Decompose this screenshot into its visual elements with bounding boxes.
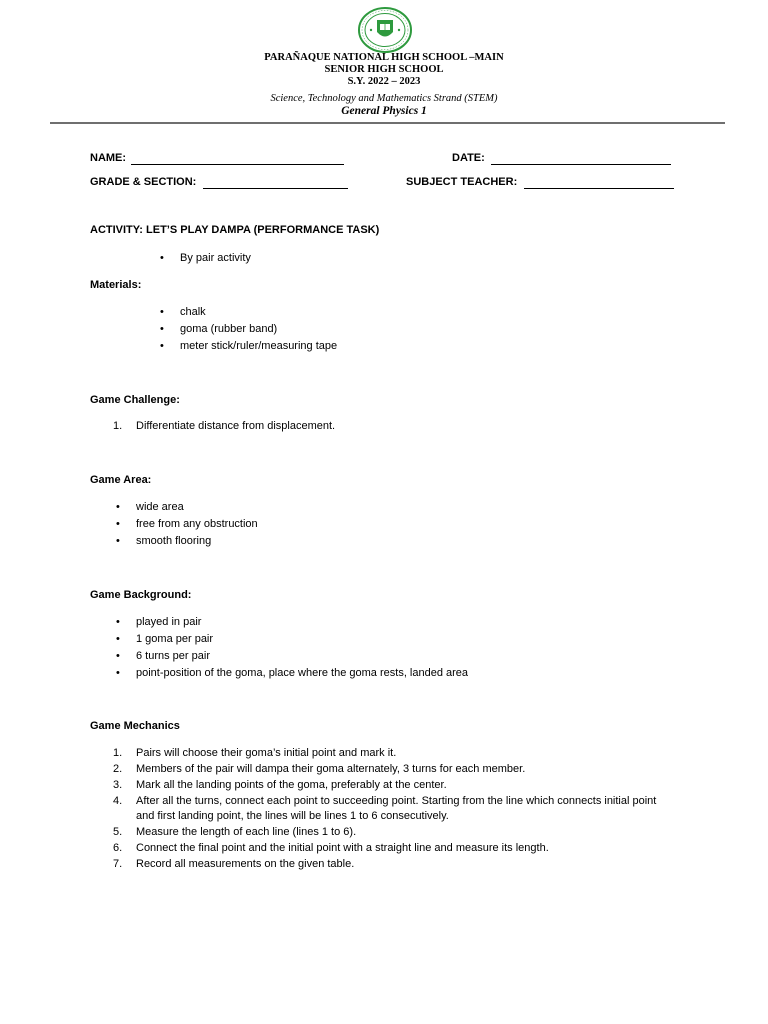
list-number: 1. <box>113 747 123 759</box>
list-number: 1. <box>113 420 123 432</box>
bullet-icon: • <box>160 323 164 335</box>
list-number: 6. <box>113 842 123 854</box>
grade-section-field[interactable] <box>203 188 348 189</box>
list-item: Mark all the landing points of the goma, preferably at the center. <box>136 779 447 791</box>
list-item: After all the turns, connect each point to succeeding point. Starting from the line which connects initial point <box>136 795 657 807</box>
bullet-icon: • <box>116 518 120 530</box>
bullet-icon: • <box>116 616 120 628</box>
school-seal-logo <box>357 6 413 54</box>
list-item-continuation: and first landing point, the lines will be lines 1 to 6 consecutively. <box>136 810 449 822</box>
bullet-icon: • <box>116 633 120 645</box>
bullet-icon: • <box>160 252 164 264</box>
list-item: point-position of the goma, place where the goma rests, landed area <box>136 667 469 679</box>
list-item: free from any obstruction <box>136 518 258 530</box>
list-item: goma (rubber band) <box>180 323 278 335</box>
name-field[interactable] <box>131 164 344 165</box>
bullet-icon: • <box>116 667 120 679</box>
header-divider <box>50 122 725 124</box>
materials-heading: Materials: <box>90 279 142 291</box>
mechanics-heading: Game Mechanics <box>90 720 180 732</box>
list-item: played in pair <box>136 616 202 628</box>
subject-teacher-field[interactable] <box>524 188 674 189</box>
list-item: wide area <box>136 501 184 513</box>
school-year: S.Y. 2022 – 2023 <box>347 76 421 87</box>
list-item: Connect the final point and the initial point with a straight line and measure its length. <box>136 842 549 854</box>
school-division: SENIOR HIGH SCHOOL <box>324 64 444 75</box>
subject-teacher-label: SUBJECT TEACHER: <box>406 176 518 188</box>
subject-title: General Physics 1 <box>341 105 427 117</box>
list-item: Members of the pair will dampa their goma alternately, 3 turns for each member. <box>136 763 526 775</box>
area-heading: Game Area: <box>90 474 152 486</box>
background-heading: Game Background: <box>90 589 192 601</box>
strand-title: Science, Technology and Mathematics Strand (STEM) <box>270 93 498 104</box>
list-number: 4. <box>113 795 123 807</box>
list-item: meter stick/ruler/measuring tape <box>180 340 338 352</box>
list-item: chalk <box>180 306 206 318</box>
list-number: 5. <box>113 826 123 838</box>
bullet-icon: • <box>116 535 120 547</box>
bullet-icon: • <box>160 340 164 352</box>
list-number: 2. <box>113 763 123 775</box>
bullet-icon: • <box>116 650 120 662</box>
name-label: NAME: <box>90 152 127 164</box>
challenge-heading: Game Challenge: <box>90 394 180 406</box>
list-item: smooth flooring <box>136 535 212 547</box>
list-item: Record all measurements on the given table. <box>136 858 355 870</box>
date-field[interactable] <box>491 164 671 165</box>
date-label: DATE: <box>452 152 485 164</box>
list-number: 7. <box>113 858 123 870</box>
list-number: 3. <box>113 779 123 791</box>
activity-title: ACTIVITY: LET’S PLAY DAMPA (PERFORMANCE TASK) <box>90 224 380 236</box>
bullet-icon: • <box>116 501 120 513</box>
list-item: 6 turns per pair <box>136 650 210 662</box>
grade-section-label: GRADE & SECTION: <box>90 176 197 188</box>
school-name: PARAÑAQUE NATIONAL HIGH SCHOOL –MAIN <box>264 52 504 63</box>
list-item: 1 goma per pair <box>136 633 214 645</box>
activity-mode: By pair activity <box>180 252 251 264</box>
list-item: Differentiate distance from displacement. <box>136 420 336 432</box>
list-item: Pairs will choose their goma’s initial point and mark it. <box>136 747 397 759</box>
list-item: Measure the length of each line (lines 1 to 6). <box>136 826 357 838</box>
bullet-icon: • <box>160 306 164 318</box>
